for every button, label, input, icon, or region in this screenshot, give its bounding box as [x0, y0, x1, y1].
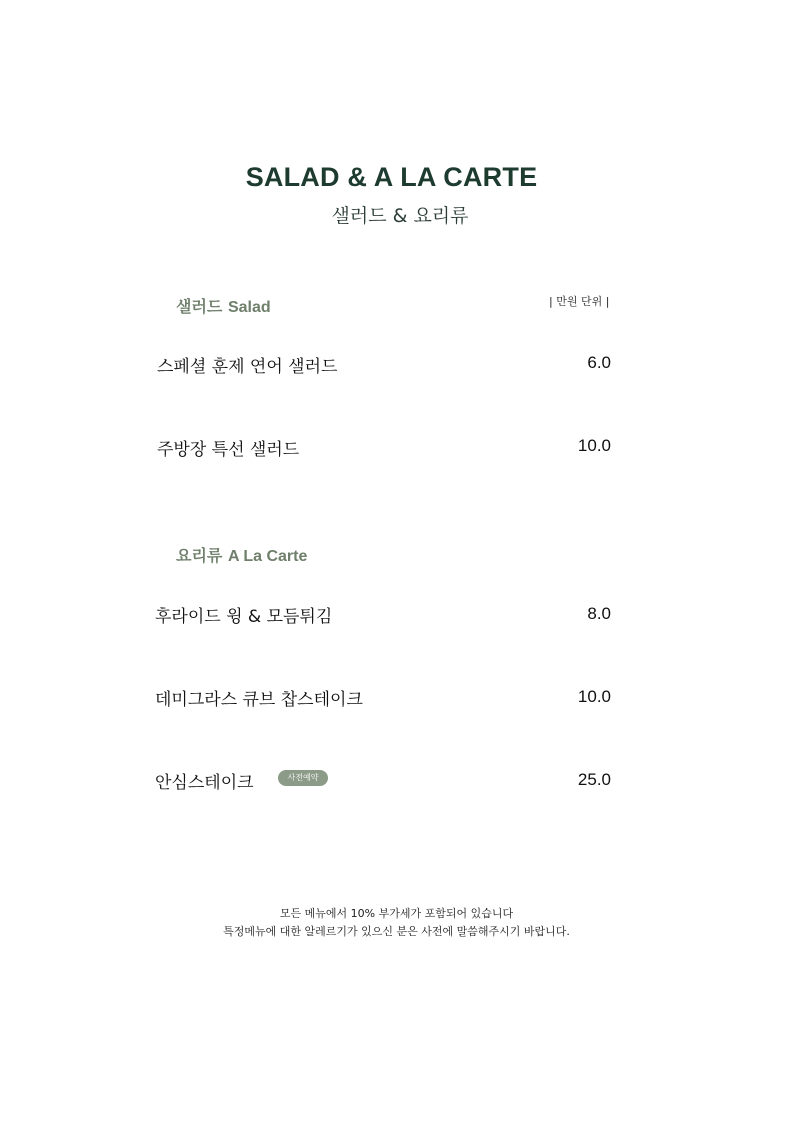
menu-item-price: 6.0	[587, 353, 611, 372]
price-unit-label: | 만원 단위 |	[549, 295, 610, 308]
section-heading-a-la-carte	[176, 543, 307, 566]
reservation-badge: 사전예약	[278, 770, 328, 786]
menu-item-price: 25.0	[577, 770, 611, 789]
menu-item-name: 스페셜 훈제 연어 샐러드	[157, 357, 338, 377]
section-heading-ko: 샐러드	[176, 297, 223, 316]
footer-allergy-note: 특정메뉴에 대한 알레르기가 있으신 분은 사전에 말씀해주시기 바랍니다.	[223, 925, 570, 938]
menu-item-name: 후라이드 윙 & 모듬튀김	[155, 607, 333, 627]
menu-item-name: 데미그라스 큐브 찹스테이크	[155, 690, 363, 710]
menu-item-price: 10.0	[577, 687, 611, 706]
menu-item-price: 8.0	[587, 604, 611, 623]
section-heading-en: Salad	[227, 299, 271, 316]
menu-item-name: 안심스테이크	[155, 773, 254, 793]
section-heading-salad	[176, 294, 271, 317]
section-heading-en: A La Carte	[227, 548, 308, 565]
menu-item-name: 주방장 특선 샐러드	[157, 440, 300, 460]
page-title: SALAD & A LA CARTE	[245, 162, 538, 192]
menu-item-price: 10.0	[577, 436, 611, 455]
section-heading-ko: 요리류	[176, 546, 223, 565]
page-subtitle: 샐러드 & 요리류	[331, 205, 469, 227]
footer-vat-note: 모든 메뉴에서 10% 부가세가 포함되어 있습니다	[279, 907, 514, 920]
